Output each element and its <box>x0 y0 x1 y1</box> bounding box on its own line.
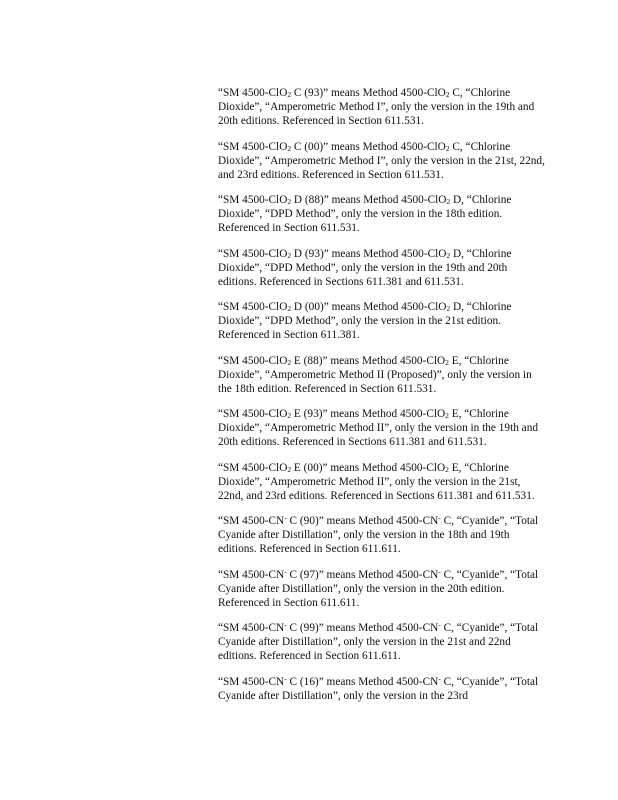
definition-paragraph: “SM 4500-ClO2 C (00)” means Method 4500-ClO2 C, “Chlorine Dioxide”, “Amperometric Method I”, only the version in the 21st, 22nd, and 23rd editions. Referenced in Section 611.531. <box>218 140 545 181</box>
definition-paragraph: “SM 4500-ClO2 D (00)” means Method 4500-ClO2 D, “Chlorine Dioxide”, “DPD Method”, only the version in the 21st edition. Referenced in Section 611.381. <box>218 301 512 341</box>
definition-paragraph: “SM 4500-ClO2 D (93)” means Method 4500-ClO2 D, “Chlorine Dioxide”, “DPD Method”, only the version in the 19th and 20th editions. Referenced in Sections 611.381 and 611.531. <box>218 247 512 288</box>
definition-paragraph: “SM 4500-ClO2 E (93)” means Method 4500-ClO2 E, “Chlorine Dioxide”, “Amperometric Method II”, only the version in the 19th and 20th editions. Referenced in Sections 611.381 and 611.531. <box>218 408 538 448</box>
definition-paragraph: “SM 4500-CN- C (97)” means Method 4500-CN- C, “Cyanide”, “Total Cyanide after Distillation”, only the version in the 20th edition. Referenced in Section 611.611. <box>218 566 539 609</box>
definition-paragraph: “SM 4500-CN- C (99)” means Method 4500-CN- C, “Cyanide”, “Total Cyanide after Distillation”, only the version in the 21st and 22nd editions. Referenced in Section 611.611. <box>218 620 539 662</box>
document-page <box>218 86 548 714</box>
definition-paragraph: “SM 4500-CN- C (16)” means Method 4500-CN- C, “Cyanide”, “Total Cyanide after Distillation”, only the version in the 23rd <box>218 673 539 702</box>
definition-paragraph: “SM 4500-ClO2 E (00)” means Method 4500-ClO2 E, “Chlorine Dioxide”, “Amperometric Method II”, only the version in the 21st, 22nd, and 23rd editions. Referenced in Sections 611.381 and 611.531. <box>218 461 535 502</box>
definition-paragraph: “SM 4500-ClO2 E (88)” means Method 4500-ClO2 E, “Chlorine Dioxide”, “Amperometric Method II (Proposed)”, only the version in the 18th edition. Referenced in Section 611.531. <box>218 354 532 395</box>
definition-paragraph: “SM 4500-ClO2 D (88)” means Method 4500-ClO2 D, “Chlorine Dioxide”, “DPD Method”, only the version in the 18th edition. Referenced in Section 611.531. <box>218 194 512 234</box>
definition-paragraph: “SM 4500-CN- C (90)” means Method 4500-CN- C, “Cyanide”, “Total Cyanide after Distillation”, only the version in the 18th and 19th editions. Referenced in Section 611.611. <box>218 513 539 555</box>
definition-paragraph: “SM 4500-ClO2 C (93)” means Method 4500-ClO2 C, “Chlorine Dioxide”, “Amperometric Method I”, only the version in the 19th and 20th editions. Referenced in Section 611.531. <box>218 87 535 127</box>
